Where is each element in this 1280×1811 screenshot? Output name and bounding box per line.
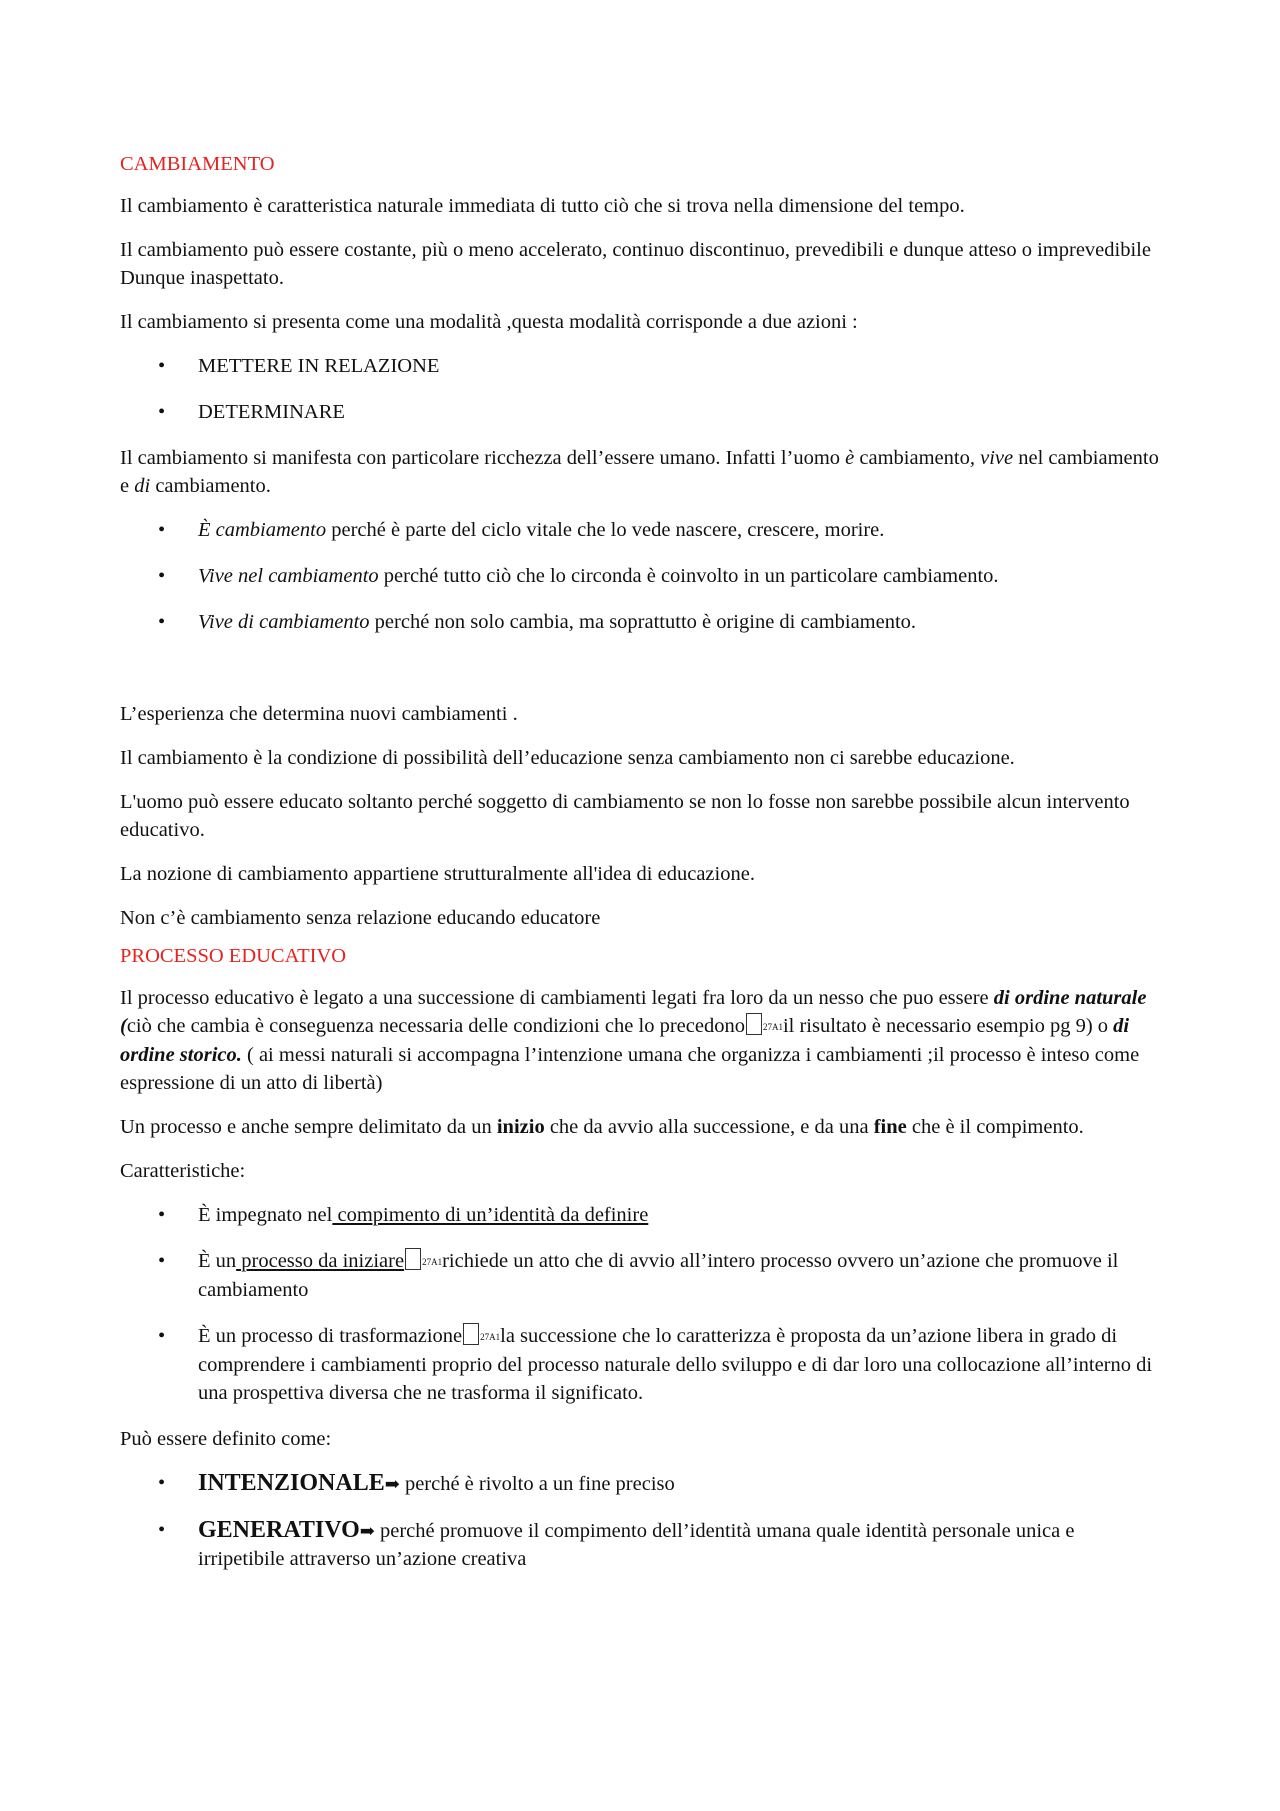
list-item: • INTENZIONALE➡ perché è rivolto a un fine preciso — [158, 1470, 675, 1496]
paragraph: Il cambiamento è la condizione di possibilità dell’educazione senza cambiamento non ci sarebbe educazione. — [120, 747, 1015, 769]
paragraph: Il processo educativo è legato a una successione di cambiamenti legati fra loro da un nesso che puo essere di ordine naturale (ciò che cambia è conseguenza necessaria delle condizioni che lo precedono 27A1il risultato è necessario esempio pg 9) o di ordine storico. ( ai messi naturali si accompagna l’intenzione umana che organizza i cambiamenti ;il processo è inteso come espressione di un atto di libertà) — [120, 987, 1147, 1094]
list-item: • Vive di cambiamento perché non solo cambia, ma soprattutto è origine di cambiamento. — [120, 608, 1165, 636]
heading-processo-educativo: PROCESSO EDUCATIVO — [120, 945, 347, 967]
heading-cambiamento: CAMBIAMENTO — [120, 153, 275, 175]
list-item: • È impegnato nel compimento di un’identità da definire — [120, 1201, 1165, 1229]
list-item: • È cambiamento perché è parte del ciclo vitale che lo vede nascere, crescere, morire. — [120, 516, 1165, 544]
list-caratteristiche — [120, 1201, 1165, 1407]
right-arrow-icon: ➡ — [384, 1474, 400, 1494]
arrow-marker-icon — [405, 1248, 421, 1270]
paragraph: Il cambiamento è caratteristica naturale immediata di tutto ciò che si trova nella dimensione del tempo. — [120, 195, 965, 217]
bullet-icon: • — [158, 355, 166, 377]
list-item: • DETERMINARE — [120, 398, 1165, 426]
paragraph: Non c’è cambiamento senza relazione educando educatore — [120, 907, 601, 929]
paragraph: Il cambiamento si presenta come una modalità ,questa modalità corrisponde a due azioni : — [120, 311, 858, 333]
paragraph: Un processo e anche sempre delimitato da un inizio che da avvio alla successione, e da una fine che è il compimento. — [120, 1116, 1084, 1138]
bullet-icon: • — [158, 611, 166, 633]
bullet-icon: • — [158, 1519, 166, 1541]
list-item: • È un processo da iniziare 27A1richiede un atto che di avvio all’intero processo ovvero un’azione che promuove il cambiamento — [120, 1247, 1165, 1304]
bullet-icon: • — [158, 1472, 166, 1494]
bullet-icon: • — [158, 1325, 166, 1347]
bullet-icon: • — [158, 519, 166, 541]
paragraph: La nozione di cambiamento appartiene strutturalmente all'idea di educazione. — [120, 863, 755, 885]
arrow-marker-icon — [463, 1323, 479, 1345]
paragraph: Caratteristiche: — [120, 1160, 246, 1182]
bullet-icon: • — [158, 401, 166, 423]
paragraph: Il cambiamento può essere costante, più o meno accelerato, continuo discontinuo, prevedibili e dunque atteso o imprevedibile Dunque inaspettato. — [120, 239, 1151, 289]
paragraph: Il cambiamento si manifesta con particolare ricchezza dell’essere umano. Infatti l’uomo è cambiamento, vive nel cambiamento e di cambiamento. — [120, 447, 1159, 497]
list-item: • Vive nel cambiamento perché tutto ciò che lo circonda è coinvolto in un particolare cambiamento. — [120, 562, 1165, 590]
spacer — [120, 654, 1165, 700]
paragraph: L’esperienza che determina nuovi cambiamenti . — [120, 703, 518, 725]
list-item: • METTERE IN RELAZIONE — [120, 352, 1165, 380]
list-definizioni — [120, 1469, 1165, 1573]
bullet-icon: • — [158, 1250, 166, 1272]
paragraph: Può essere definito come: — [120, 1428, 332, 1450]
bullet-icon: • — [158, 565, 166, 587]
document-page — [120, 150, 1165, 1591]
paragraph: L'uomo può essere educato soltanto perché soggetto di cambiamento se non lo fosse non sarebbe possibile alcun intervento educativo. — [120, 791, 1130, 841]
list-uomo — [120, 516, 1165, 636]
right-arrow-icon: ➡ — [359, 1521, 375, 1541]
list-item: • GENERATIVO➡ perché promuove il compimento dell’identità umana quale identità personale unica e irripetibile attraverso un’azione creativa — [158, 1517, 1075, 1570]
list-item: • È un processo di trasformazione 27A1la successione che lo caratterizza è proposta da un’azione libera in grado di comprendere i cambiamenti proprio del processo naturale dello sviluppo e di dar loro una collocazione all’interno di una prospettiva diversa che ne trasforma il significato. — [120, 1322, 1165, 1407]
bullet-icon: • — [158, 1204, 166, 1226]
list-azioni — [120, 352, 1165, 426]
arrow-marker-icon — [746, 1013, 762, 1035]
